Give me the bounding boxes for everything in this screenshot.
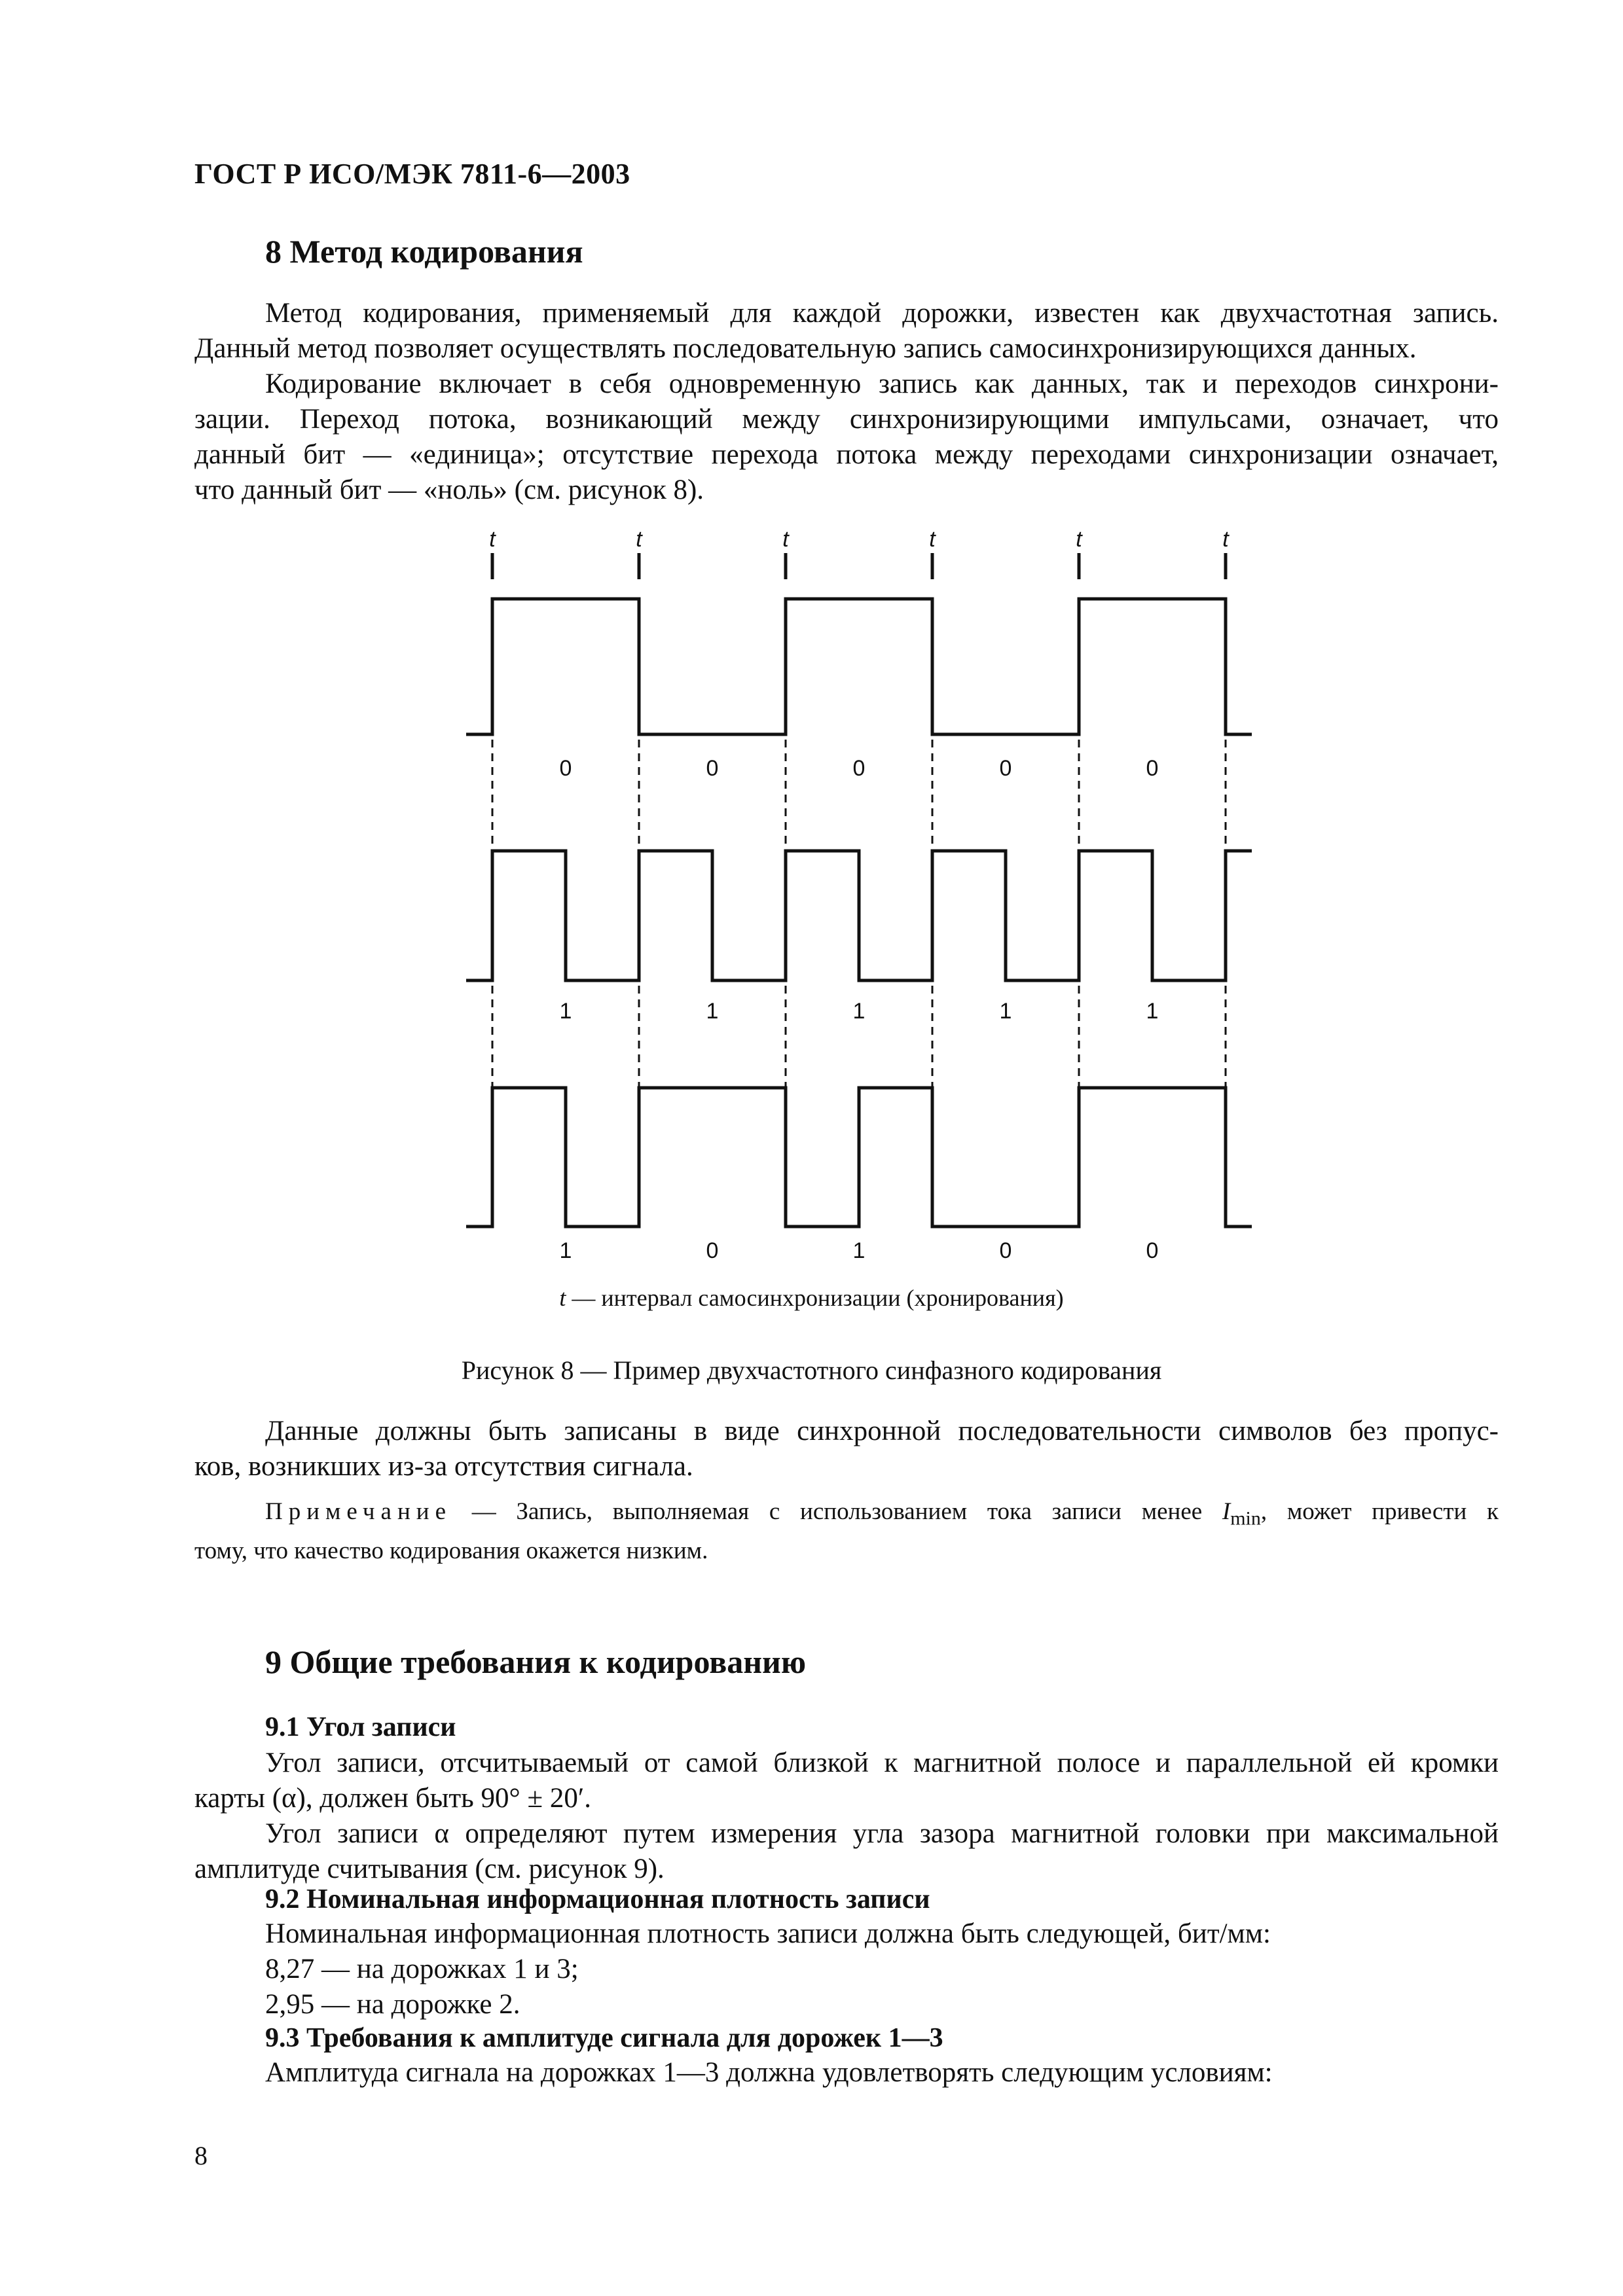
figure-caption: Рисунок 8 — Пример двухчастотного синфазного кодирования — [461, 1355, 1162, 1385]
bit-label: 0 — [706, 756, 719, 781]
bit-label: 0 — [852, 756, 866, 781]
text-line: Данные должны быть записаны в виде синхронной последовательности символов без пропус- — [265, 1416, 1499, 1446]
figure-legend — [0, 1284, 1623, 1312]
density-track-2: 2,95 — на дорожке 2. — [265, 1989, 520, 2020]
bit-label: 1 — [706, 999, 719, 1024]
bit-label: 0 — [559, 756, 572, 781]
bit-label: 1 — [559, 999, 572, 1024]
t-label: t — [1076, 527, 1082, 552]
waveform-row-3 — [466, 1088, 1252, 1227]
subsection-9-2-paragraph: Номинальная информационная плотность записи должна быть следующей, бит/мм: — [265, 1918, 1271, 1949]
text-line: зации. Переход потока, возникающий между синхронизирующими импульсами, означает, что — [194, 404, 1499, 435]
bit-label: 1 — [852, 1238, 866, 1263]
note-label: Примечание — [265, 1498, 452, 1525]
t-label: t — [636, 527, 642, 552]
section-9-title: 9 Общие требования к кодированию — [265, 1643, 807, 1680]
subsection-9-1-paragraph-1 — [194, 1746, 1499, 1816]
bit-label: 0 — [706, 1238, 719, 1263]
text-line: Данный метод позволяет осуществлять последовательную запись самосинхронизирующихся данных. — [194, 333, 1417, 364]
text-line: амплитуде считывания (см. рисунок 9). — [194, 1854, 665, 1884]
waveform-row-2 — [466, 851, 1252, 980]
note-text: , может привести к — [1260, 1498, 1499, 1525]
text-line: ков, возникших из-за отсутствия сигнала. — [194, 1451, 693, 1482]
text-line: что данный бит — «ноль» (см. рисунок 8). — [194, 475, 704, 505]
bit-label: 1 — [999, 999, 1012, 1024]
note-line-1 — [194, 1496, 1499, 1535]
t-label: t — [1222, 527, 1229, 552]
text-line: Метод кодирования, применяемый для каждой дорожки, известен как двухчастотная запись. — [265, 298, 1499, 329]
paragraph-after-figure — [194, 1414, 1499, 1484]
section-8-paragraph-2 — [194, 367, 1499, 508]
legend-variable: t — [559, 1285, 566, 1311]
figure-element — [489, 527, 1230, 552]
figure-element — [466, 553, 1252, 1227]
subsection-9-3-paragraph: Амплитуда сигнала на дорожках 1—3 должна удовлетворять следующим условиям: — [265, 2057, 1273, 2088]
document-header: ГОСТ Р ИСО/МЭК 7811-6—2003 — [194, 158, 630, 190]
figure-8-waveforms — [452, 524, 1264, 1276]
subsection-9-1-paragraph-2 — [194, 1816, 1499, 1887]
bit-label: 0 — [999, 756, 1012, 781]
bit-label: 0 — [999, 1238, 1012, 1263]
note-variable: I — [1222, 1498, 1231, 1525]
timing-markers — [492, 553, 1226, 579]
text-line: Кодирование включает в себя одновременную запись как данных, так и переходов синхрони- — [265, 368, 1499, 399]
subsection-9-1-title: 9.1 Угол записи — [265, 1712, 456, 1742]
note-text: — Запись, выполняемая с использованием тока записи менее — [452, 1498, 1222, 1525]
bit-label: 1 — [1146, 999, 1159, 1024]
note — [194, 1496, 1499, 1568]
subsection-9-3-title: 9.3 Требования к амплитуде сигнала для дорожек 1—3 — [265, 2023, 943, 2053]
bit-label: 1 — [852, 999, 866, 1024]
page-number: 8 — [194, 2141, 208, 2170]
note-line-2: тому, что качество кодирования окажется низким. — [194, 1537, 708, 1565]
density-track-1-3: 8,27 — на дорожках 1 и 3; — [265, 1954, 579, 1984]
text-line: данный бит — «единица»; отсутствие перехода потока между переходами синхронизации означает, — [194, 439, 1499, 470]
subsection-9-2-title: 9.2 Номинальная информационная плотность записи — [265, 1884, 930, 1914]
text-line: карты (α), должен быть 90° ± 20′. — [194, 1783, 591, 1814]
section-8-title: 8 Метод кодирования — [265, 233, 583, 270]
section-8-paragraph-1 — [194, 296, 1499, 367]
bit-label: 0 — [1146, 1238, 1159, 1263]
note-subscript: min — [1230, 1507, 1261, 1530]
bit-label: 1 — [559, 1238, 572, 1263]
waveform-row-1 — [466, 599, 1252, 734]
t-label: t — [929, 527, 936, 552]
text-line: Угол записи, отсчитываемый от самой близкой к магнитной полосе и параллельной ей кромки — [265, 1748, 1499, 1778]
bit-label: 0 — [1146, 756, 1159, 781]
t-label: t — [782, 527, 789, 552]
t-label: t — [489, 527, 496, 552]
text-line: Угол записи α определяют путем измерения угла зазора магнитной головки при максимальной — [265, 1818, 1499, 1849]
legend-text: — интервал самосинхронизации (хронирования) — [566, 1285, 1064, 1311]
